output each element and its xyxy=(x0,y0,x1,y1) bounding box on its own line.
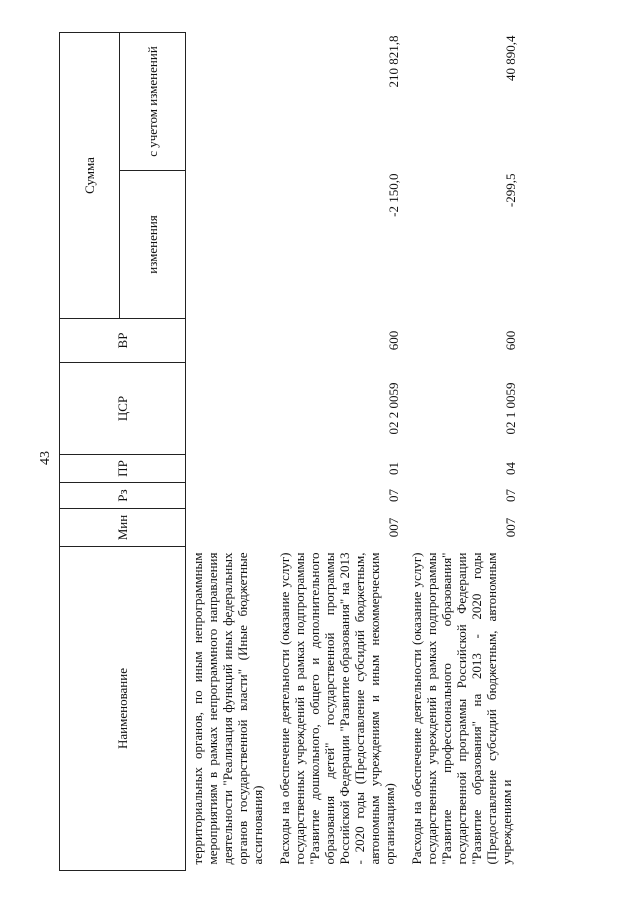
table-row xyxy=(405,33,522,871)
row-pr xyxy=(186,455,274,483)
row-csr xyxy=(186,363,274,455)
row-pr: 04 xyxy=(503,462,518,475)
row-csr: 02 2 0059 xyxy=(386,382,401,435)
header-pr: ПР xyxy=(60,455,186,483)
row-min: 007 xyxy=(503,517,518,538)
header-sum: Сумма xyxy=(60,33,120,319)
row-with-changes: 40 890,4 xyxy=(503,35,518,81)
row-pr: 01 xyxy=(386,462,401,475)
row-changes: -2 150,0 xyxy=(386,173,401,217)
table-row xyxy=(186,33,274,871)
row-name: Расходы на обеспечение деятельности (оказание услуг) государственных учреждений в рамках подпрограммы "Развитие дошкольного, общего и дополнительного образования детей" государственной программы Российской Федерации "Развитие образования" на 2013 - 2020 годы (Предоставление субсидий бюджетным, автономным учреждениям и иным некоммерческим организациям) xyxy=(277,552,397,865)
row-name: Расходы на обеспечение деятельности (оказание услуг) государственных учреждений в рамках подпрограммы "Развитие профессионального образования" государственной программы Российской Федерации "Развитие образования" на 2013 - 2020 годы (Предоставление субсидий бюджетным, автономным учреждениям и xyxy=(409,552,514,865)
budget-table xyxy=(59,32,522,871)
row-rz: 07 xyxy=(386,489,401,502)
row-vr: 600 xyxy=(386,330,401,351)
row-with-changes xyxy=(186,33,274,171)
page-number: 43 xyxy=(38,451,53,465)
row-changes: -299,5 xyxy=(503,173,518,208)
table-header xyxy=(60,33,186,871)
header-changes: изменения xyxy=(120,171,186,319)
row-name: территориальных органов, по иным непрограммным мероприятиям в рамках непрограммного направления деятельности "Реализация функций иных федеральных органов государственной власти" (Иные бюджетные ассигнования) xyxy=(190,552,265,865)
row-with-changes: 210 821,8 xyxy=(386,35,401,88)
row-csr: 02 1 0059 xyxy=(503,382,518,435)
header-rz: Рз xyxy=(60,483,186,509)
row-rz: 07 xyxy=(503,489,518,502)
row-min xyxy=(186,509,274,547)
header-with-changes: с учетом изменений xyxy=(120,33,186,171)
rotated-page-content xyxy=(59,33,581,871)
row-min: 007 xyxy=(386,517,401,538)
header-name: Наименование xyxy=(60,547,186,871)
header-csr: ЦСР xyxy=(60,363,186,455)
row-changes xyxy=(186,171,274,319)
table-row xyxy=(273,33,405,871)
row-rz xyxy=(186,483,274,509)
row-vr: 600 xyxy=(503,330,518,351)
row-vr xyxy=(186,319,274,363)
header-min: Мин xyxy=(60,509,186,547)
header-vr: ВР xyxy=(60,319,186,363)
